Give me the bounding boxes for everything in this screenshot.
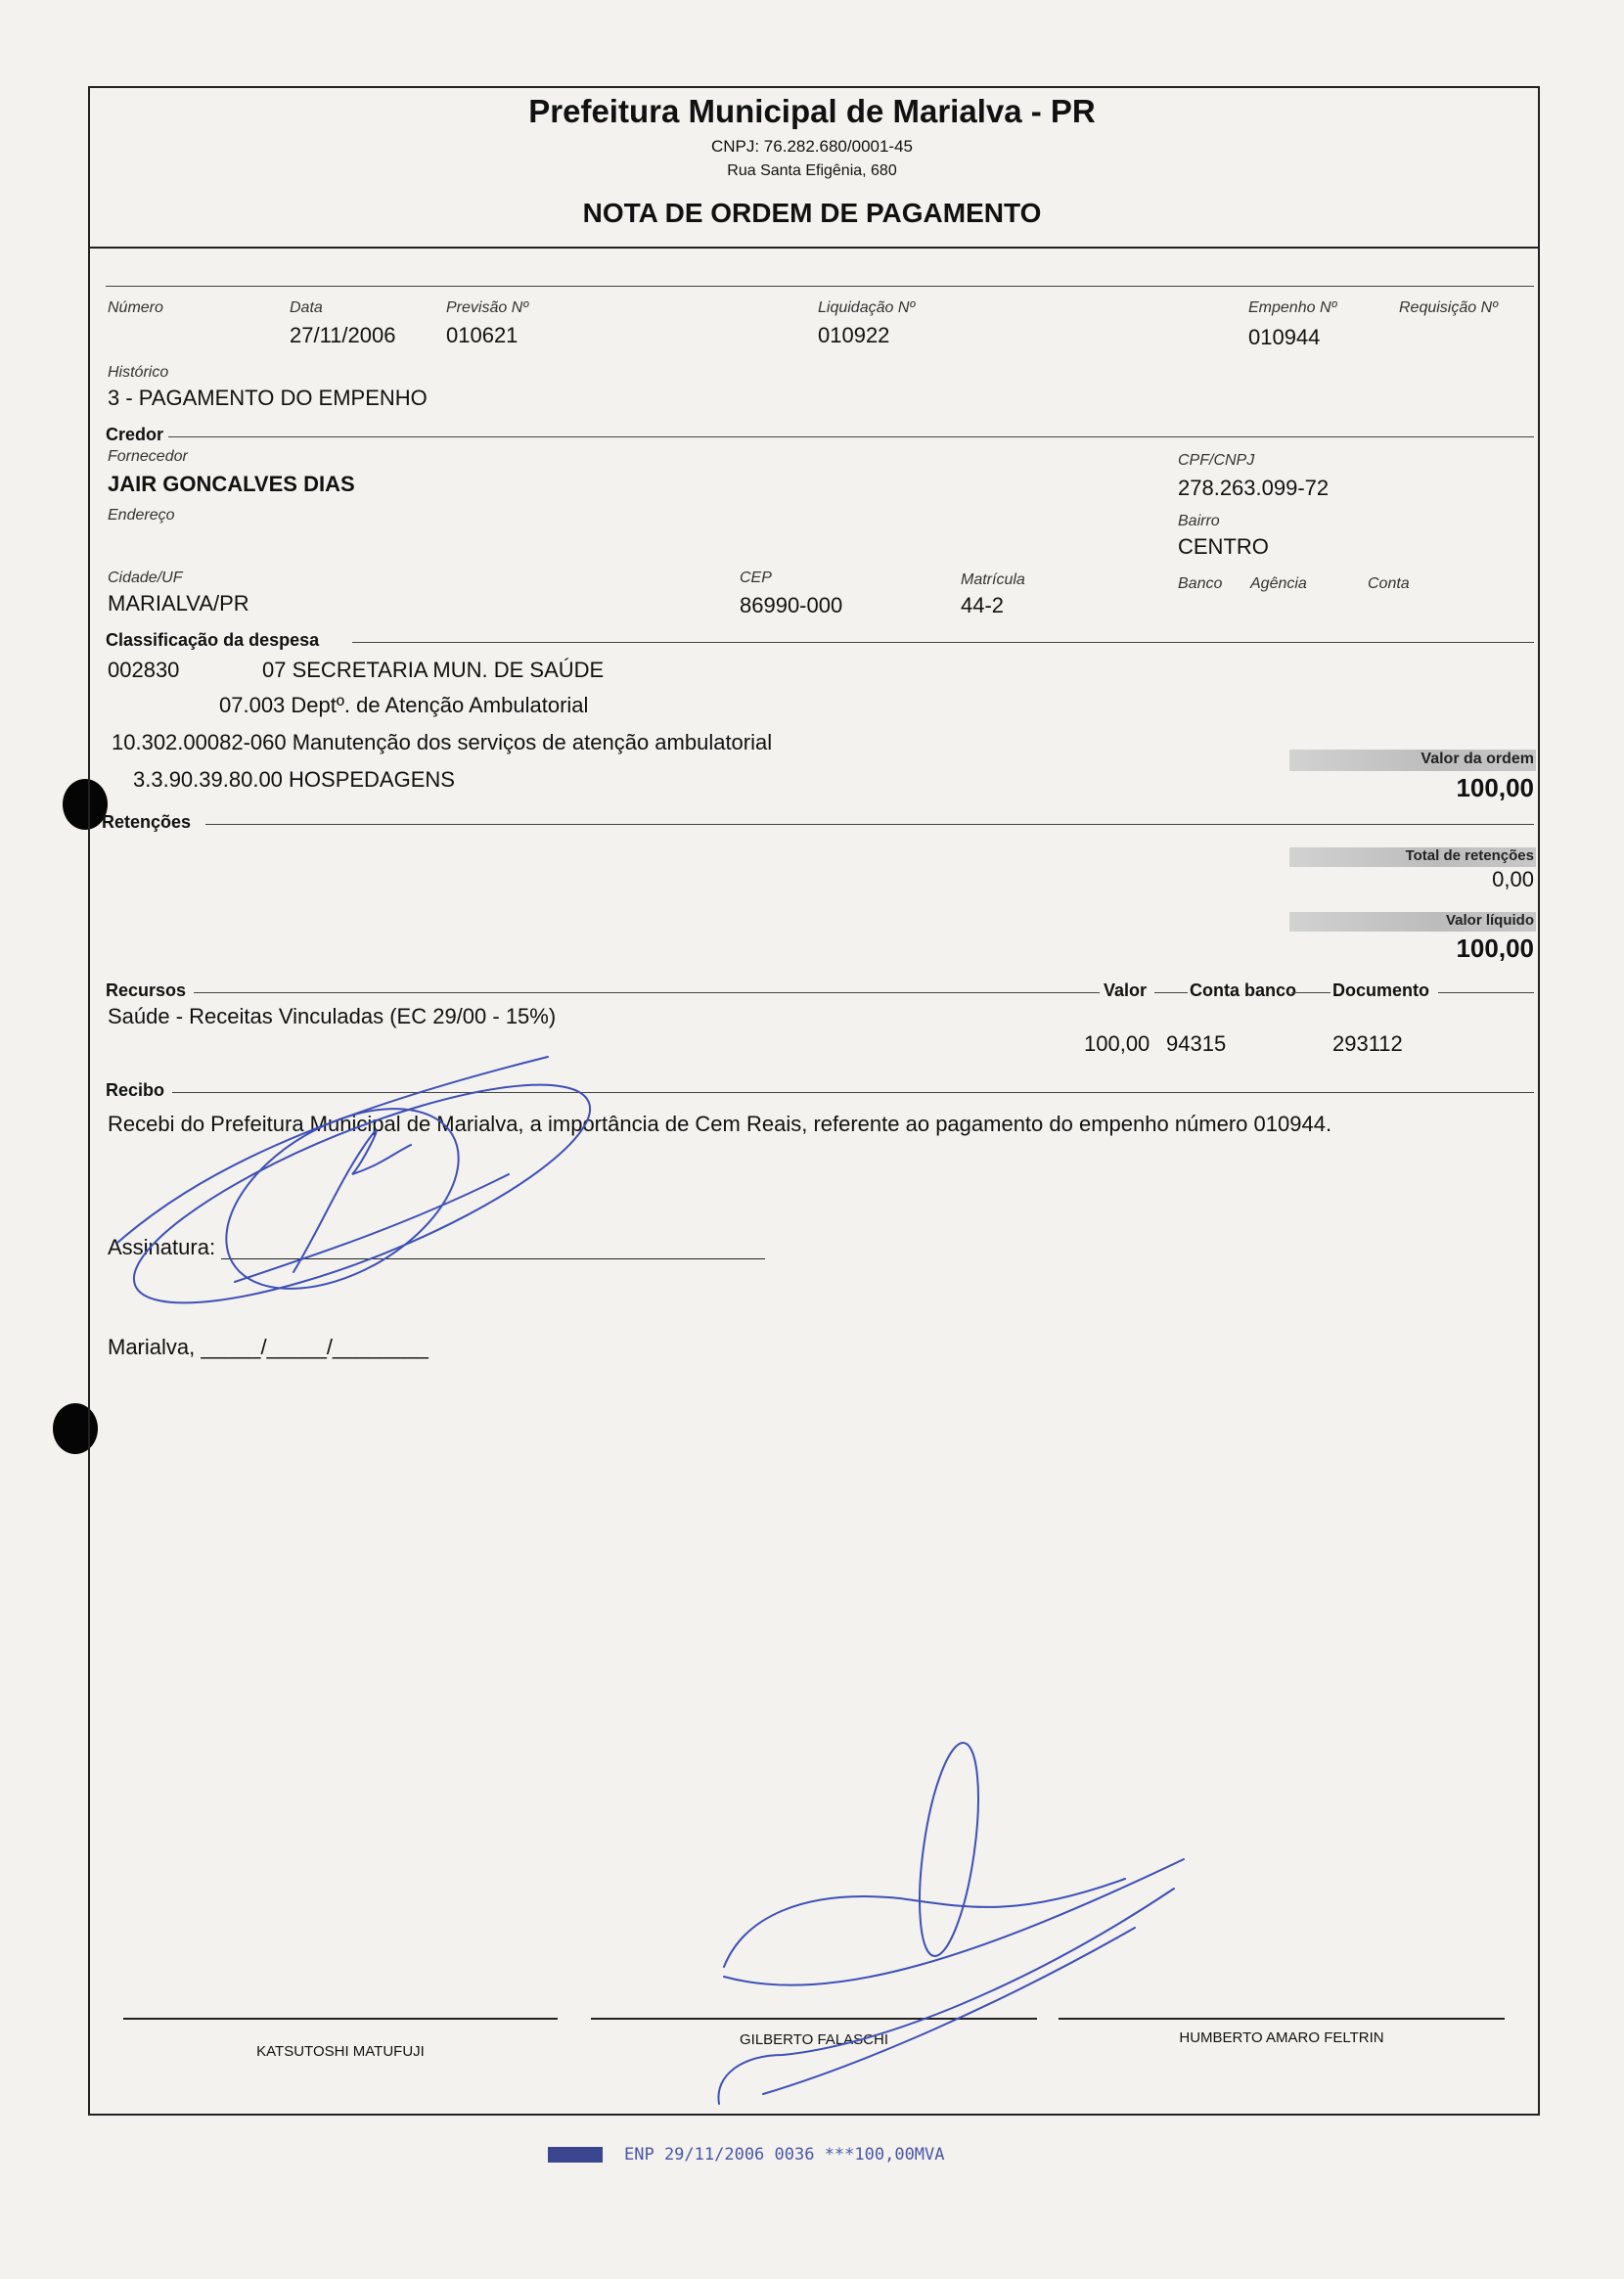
total-retencoes-value: 0,00 [1492,867,1534,891]
fornecedor-label: Fornecedor [108,448,188,465]
fornecedor-value: JAIR GONCALVES DIAS [108,472,355,496]
recibo-section-label: Recibo [106,1080,165,1100]
cep-label: CEP [740,570,772,586]
valor-liquido-label: Valor líquido [1445,912,1534,929]
local-data-line: Marialva, _____/_____/________ [108,1335,429,1359]
recursos-valor-label: Valor [1104,980,1148,1000]
previsao-label: Previsão Nº [446,299,529,316]
document-title: NOTA DE ORDEM DE PAGAMENTO [582,198,1042,228]
historico-value: 3 - PAGAMENTO DO EMPENHO [108,386,428,410]
recursos-conta-banco: 94315 [1166,1031,1227,1056]
recursos-documento-label: Documento [1332,980,1429,1000]
recursos-valor: 100,00 [1084,1031,1150,1056]
classificacao-orgao: 07 SECRETARIA MUN. DE SAÚDE [262,658,605,682]
valor-ordem-label: Valor da ordem [1421,751,1534,767]
agencia-label: Agência [1250,575,1307,592]
valor-ordem-value: 100,00 [1456,773,1534,802]
recibo-text: Recebi do Prefeitura Municipal de Marialva, a importância de Cem Reais, referente ao pagamento do empenho número 010944. [108,1112,1332,1136]
classificacao-code: 002830 [108,658,180,682]
cidade-value: MARIALVA/PR [108,591,249,615]
bottom-signature [718,1739,1184,2104]
empenho-label: Empenho Nº [1248,299,1337,316]
liquidacao-label: Liquidação Nº [818,299,916,316]
data-label: Data [290,299,323,316]
cpf-label: CPF/CNPJ [1178,452,1255,469]
conta-label: Conta [1368,575,1410,592]
recursos-documento: 293112 [1332,1031,1403,1056]
bairro-label: Bairro [1178,513,1220,529]
requisicao-label: Requisição Nº [1399,299,1498,316]
cpf-value: 278.263.099-72 [1178,476,1330,500]
cep-value: 86990-000 [740,593,843,617]
classificacao-section-label: Classificação da despesa [106,630,320,650]
endereco-label: Endereço [108,507,175,524]
banco-label: Banco [1178,575,1223,592]
retencoes-section-label: Retenções [102,812,192,832]
data-value: 27/11/2006 [290,323,396,347]
valor-liquido-value: 100,00 [1456,934,1534,963]
classificacao-unidade: 07.003 Deptº. de Atenção Ambulatorial [219,693,589,717]
empenho-value: 010944 [1248,325,1321,349]
recursos-conta-banco-label: Conta banco [1190,980,1297,1000]
previsao-value: 010621 [446,323,519,347]
classificacao-elemento: 3.3.90.39.80.00 HOSPEDAGENS [133,767,455,792]
liquidacao-value: 010922 [818,323,890,347]
signatory-name-2: GILBERTO FALASCHI [740,2031,888,2048]
receipt-signature [112,1043,612,1345]
matricula-label: Matrícula [961,571,1025,588]
municipality-title: Prefeitura Municipal de Marialva - PR [528,93,1096,129]
classificacao-funcional: 10.302.00082-060 Manutenção dos serviços de atenção ambulatorial [112,730,773,754]
recursos-fonte: Saúde - Receitas Vinculadas (EC 29/00 - 15%) [108,1004,557,1028]
credor-section-label: Credor [106,425,164,444]
address-text: Rua Santa Efigênia, 680 [727,162,897,179]
signatory-name-3: HUMBERTO AMARO FELTRIN [1179,2029,1384,2046]
assinatura-label: Assinatura: [108,1235,216,1259]
cidade-label: Cidade/UF [108,570,183,586]
signatory-name-1: KATSUTOSHI MATUFUJI [256,2043,425,2060]
historico-label: Histórico [108,364,169,381]
recursos-section-label: Recursos [106,980,187,1000]
matricula-value: 44-2 [961,593,1005,617]
total-retencoes-label: Total de retenções [1405,847,1534,864]
bairro-value: CENTRO [1178,534,1269,559]
stamp-text: ENP 29/11/2006 0036 ***100,00MVA [624,2145,945,2165]
numero-label: Número [108,299,163,316]
cnpj-text: CNPJ: 76.282.680/0001-45 [710,137,914,156]
